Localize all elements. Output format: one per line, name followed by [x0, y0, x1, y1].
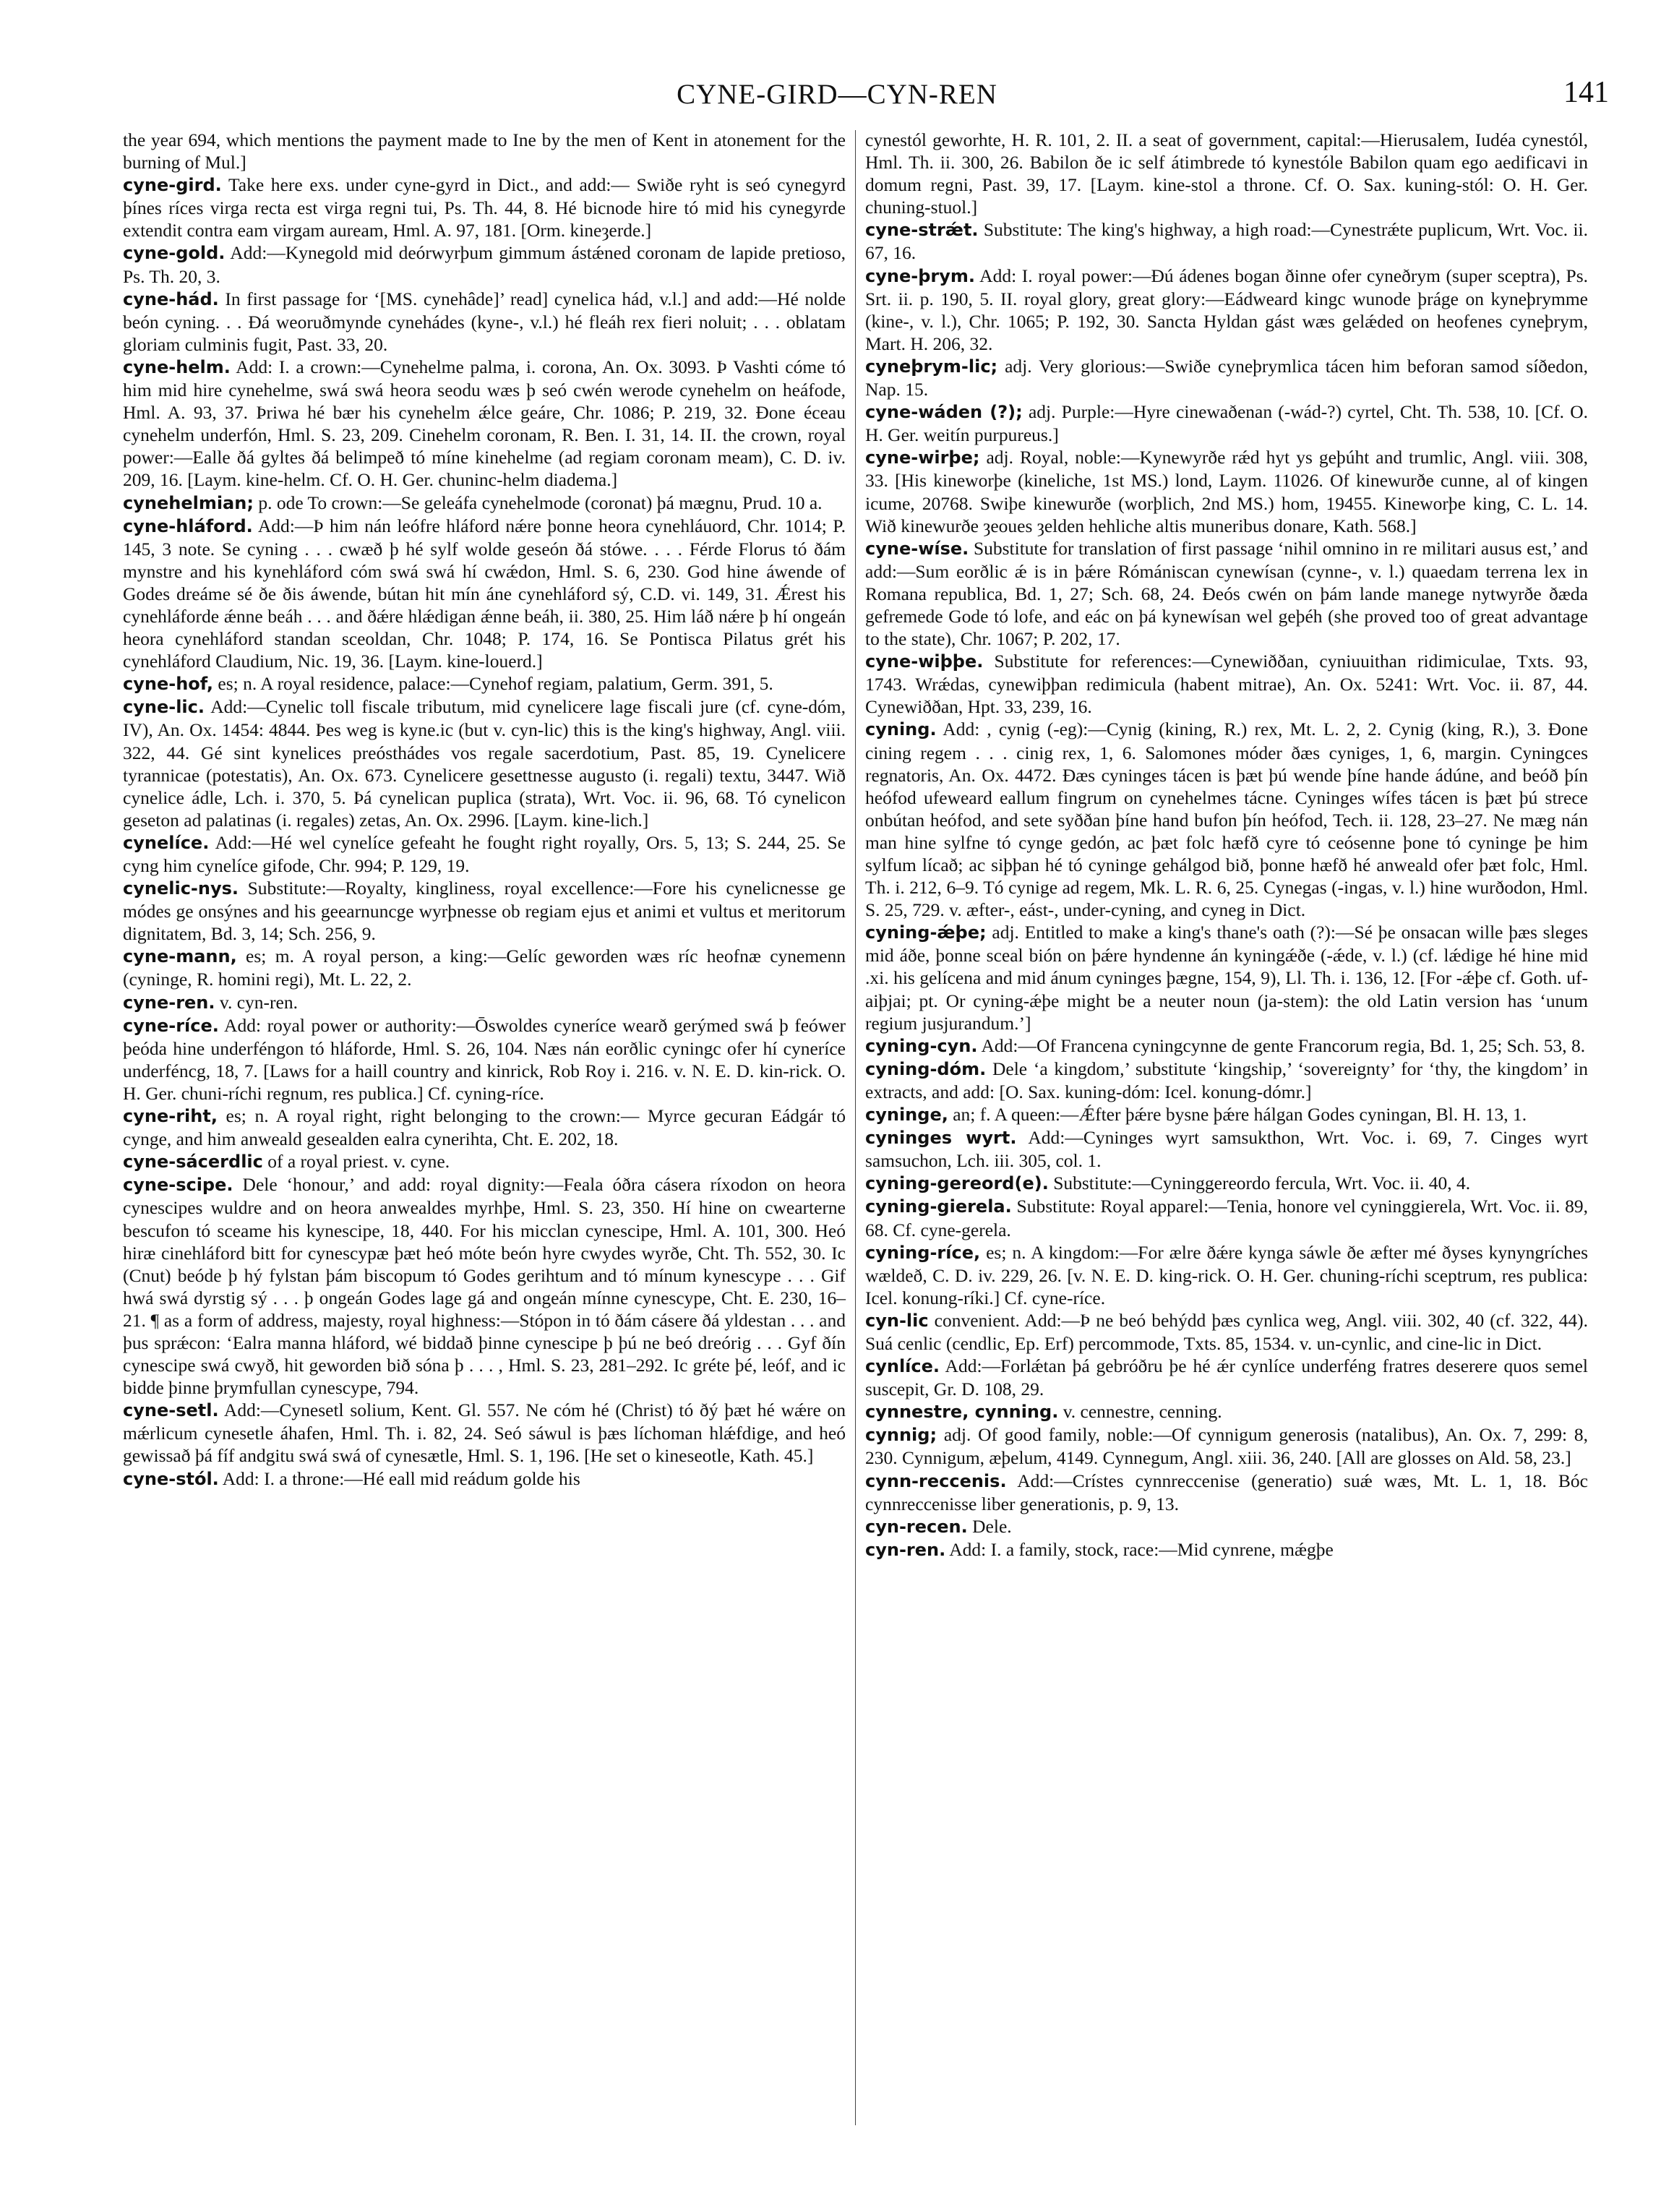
dictionary-entry	[865, 129, 1588, 218]
dictionary-entry	[123, 241, 846, 287]
dictionary-entry	[865, 537, 1588, 650]
entry-text: Substitute: The king's highway, a high road:—Cynestrǽte puplicum, Wrt. Voc. ii. 67, 16.	[865, 219, 1588, 264]
dictionary-entry	[865, 921, 1588, 1034]
entry-text: Add:—Of Francena cyningcynne de gente Francorum regia, Bd. 1, 25; Sch. 53, 8.	[981, 1034, 1586, 1056]
dictionary-entry	[865, 1423, 1588, 1469]
entry-text: cynestól geworhte, H. R. 101, 2. II. a seat of government, capital:—Hierusalem, Iudéa cynestól, Hml. Th. ii. 300, 26. Babilon ðe ic self átimbrede tó kynestóle Babilon quam ego aedificavi in domum regni, Past. 39, 17. [Laym. kine-stol a throne. Cf. O. Sax. kuning-stól: O. H. Ger. chuning-stuol.]	[865, 129, 1588, 218]
entry-text: Add: I. a family, stock, race:—Mid cynrene, mǽgþe	[949, 1538, 1334, 1560]
entry-headword: cyne-hláford.	[123, 515, 253, 536]
dictionary-entry	[123, 1150, 846, 1173]
dictionary-entry	[865, 1355, 1588, 1400]
entry-text: es; n. A royal right, right belonging to the crown:— Myrce gecuran Eádgár tó cynge, and him anweald gesealden ealra cynerihta, Cht. E. 202, 18.	[123, 1105, 846, 1150]
entry-text: es; n. A royal residence, palace:—Cynehof regiam, palatium, Germ. 391, 5.	[218, 673, 773, 695]
entry-text: Substitute:—Royalty, kingliness, royal excellence:—Fore his cynelicnesse ge módes ge onsýnes and his geearnuncge wyrþnesse ob regiam ejus et animi et vultus et meritorum dignitatem, Bd. 3, 14; Sch. 256, 9.	[123, 878, 846, 945]
entry-headword: cyne-sácerdlic	[123, 1152, 263, 1173]
entry-headword: cyne-scipe.	[123, 1175, 233, 1196]
dictionary-entry	[123, 1467, 846, 1491]
dictionary-entry	[865, 718, 1588, 921]
entry-text: Add: I. a crown:—Cynehelme palma, i. corona, An. Ox. 3093. Þ Vashti cóme tó him mid hire cynehelme, swá swá heora seodu wæs þ seó cwén werode cynehelm on heáfode, Hml. A. 93, 37. Þriwa hé bær his cynehelm ǽlce geáre, Chr. 1086; P. 219, 32. Ðone éceau cynehelm underfón, Hml. S. 23, 209. Cinehelm coronam, R. Ben. I. 31, 14. II. the crown, royal power:—Ealle ðá gyltes ðá belimpeð tó míne kinehelme (ad regiam coronam meam), C. D. iv. 209, 16. [Laym. kine-helm. Cf. O. H. Ger. chuninc-helm diadema.]	[123, 356, 846, 491]
entry-text: es; n. A kingdom:—For ælre ðǽre kynga sáwle ðe æfter mé ðyses kynyngríches wældeð, C. D. iv. 229, 26. [v. N. E. D. king-rick. O. H. Ger. chuning-ríchi sceptrum, res publica: Icel. konung-ríki.] Cf. cyne-ríce.	[865, 1241, 1589, 1308]
entry-text: v. cennestre, cenning.	[1063, 1401, 1222, 1423]
entry-headword: cyne-ren.	[123, 992, 215, 1013]
dictionary-entry	[123, 1173, 846, 1399]
dictionary-entry	[123, 877, 846, 945]
dictionary-entry	[865, 400, 1588, 446]
entry-headword: cyne-mann,	[123, 946, 237, 967]
entry-text: the year 694, which mentions the payment made to Ine by the men of Kent in atonement for the burning of Mul.]	[123, 129, 846, 173]
entry-text: Add:—Þ him nán leófre hláford nǽre þonne heora cynehláuord, Chr. 1014; P. 145, 3 note. Se cyning . . . cwæð þ hé sylf wolde geseón ðá stówe. . . . Férde Florus tó ðám mynstre and his kynehláford cóm swá swá hí cwǽdon, Hml. S. 6, 230. God hine áwende of Godes dreáme sé ðe ðis áwende, bútan hit mín áne cynehláford sý, C.D. vi. 149, 31. Ǽrest his cynehláforde ǽnne beáh . . . and ðǽre hlǽdigan ǽnne beáh, ii. 380, 25. Him láð nǽre þ hí ongeán heora cynehláford standan sceoldan, Chr. 1048; P. 174, 16. Se Pontisca Pilatus grét his cynehláford Claudium, Nic. 19, 36. [Laym. kine-louerd.]	[123, 515, 846, 672]
entry-headword: cynlíce.	[865, 1356, 940, 1377]
entry-text: Add:—Cynesetl solium, Kent. Gl. 557. Ne cóm hé (Christ) tó ðý þæt hé wǽre on mǽrlicum cynesetle áhafen, Hml. Th. i. 82, 24. Seó sáwul is þæs líchoman hlǽfdige, and heó gewissað þá fíf andgitu swá swá of cynesætle, Hml. S. 1, 196. [He set o kineseotle, Kath. 45.]	[123, 1399, 846, 1467]
entry-headword: cyninges wyrt.	[865, 1128, 1017, 1149]
entry-text: adj. Very glorious:—Swiðe cyneþrymlica tácen him beforan samod síðedon, Nap. 15.	[865, 355, 1589, 400]
entry-headword: cynnig;	[865, 1425, 937, 1446]
entry-text: Dele ‘a kingdom,’ substitute ‘kingship,’ ‘sovereignty’ for ‘thy, the kingdom’ in extracts, and add: [O. Sax. kuning-dóm: Icel. konung-dómr.]	[865, 1058, 1589, 1102]
entry-text: Substitute for translation of first passage ‘nihil omnino in re militari ausus est,’ and add:—Sum eorðlic ǽ is in þǽre Rómániscan cynewísan (cynne-, v. l.) quaedam terrena lex in Romana republica, Bd. 1, 27; Sch. 68, 24. Ðeós cwén on þám lande manege nytwyrðe ðæda gefremede Gode tó lofe, and eác on þá kynewísan wel geþéh (she proved too of great advantage to the state), Chr. 1067; P. 202, 17.	[865, 537, 1589, 650]
dictionary-entry	[865, 1400, 1588, 1423]
dictionary-entry	[865, 1195, 1588, 1240]
entry-headword: cyne-strǽt.	[865, 220, 979, 241]
entry-headword: cyning-gierela.	[865, 1196, 1012, 1217]
entry-headword: cyne-gird.	[123, 175, 222, 196]
dictionary-entry	[865, 1172, 1588, 1195]
right-column	[865, 129, 1588, 1561]
entry-text: Add:—Kynegold mid deórwyrþum gimmum ástǽned coronam de lapide pretioso, Ps. Th. 20, 3.	[123, 242, 846, 287]
entry-headword: cyne-wiþþe.	[865, 651, 984, 672]
entry-headword: cyne-riht,	[123, 1106, 218, 1127]
dictionary-entry	[123, 288, 846, 356]
entry-headword: cyning.	[865, 719, 937, 740]
entry-text: convenient. Add:—Þ ne beó behýdd þæs cynlica weg, Angl. viii. 302, 40 (cf. 322, 44). Suá cenlic (cendlic, Ep. Erf) percommode, Txts. 85, 1534. v. un-cynlic, and cine-lic in Dict.	[865, 1309, 1588, 1354]
entry-headword: cyninge,	[865, 1105, 948, 1126]
entry-headword: cyne-stól.	[123, 1468, 219, 1489]
entry-text: Add:—Cynelic toll fiscale tributum, mid cynelicere lage fiscali jure (cf. cyne-dóm, IV), An. Ox. 1454: 4844. Þes weg is kyne.ic (but v. cyn-lic) this is the king's highway, Angl. viii. 322, 44. Gé sint kynelices preósthádes vos regale sacerdotium, Past. 85, 19. Cynelicere tyrannicae (potestatis), An. Ox. 673. Cynelicere gesettnesse augusto (i. regali) textu, 3447. Wið cynelice ádle, Lch. i. 370, 5. Þá cynelican puplica (strata), Wrt. Voc. ii. 96, 68. Tó cynelicon geseton ad palatinas (i. regales) zetas, An. Ox. 2996. [Laym. kine-lich.]	[123, 696, 846, 831]
entry-headword: cynelíce.	[123, 832, 210, 853]
dictionary-entry	[865, 1470, 1588, 1515]
entry-headword: cyne-ríce.	[123, 1015, 219, 1036]
dictionary-entry	[865, 218, 1588, 264]
left-column	[123, 129, 846, 1491]
dictionary-entry	[865, 446, 1588, 536]
entry-headword: cyn-lic	[865, 1310, 929, 1331]
entry-headword: cyne-wáden (?);	[865, 402, 1023, 423]
entry-text: In first passage for ‘[MS. cynehâde]’ read] cynelica hád, v.l.] and add:—Hé nolde beón cyning. . . Ðá weoruðmynde cynehádes (kyne-, v.l.) hé fleáh rex fieri noluit; . . . oblatam gloriam culminis fugit, Past. 33, 20.	[123, 288, 846, 355]
entry-headword: cynelic-nys.	[123, 878, 239, 899]
dictionary-entry	[865, 1241, 1588, 1309]
entry-headword: cyne-þrym.	[865, 265, 975, 286]
entry-text: Substitute:—Cyninggereordo fercula, Wrt. Voc. ii. 40, 4.	[1053, 1173, 1471, 1194]
entry-text: Dele.	[972, 1515, 1012, 1537]
dictionary-entry	[123, 356, 846, 492]
entry-text: adj. Entitled to make a king's thane's oath (?):—Sé þe onsacan wille þæs sleges mid áðe, þonne sceal bión on þǽre hyndenne án kyningǽðe (-ǽde, v. l.) (cf. lǽdige hé hine mid .xi. his gelícena and mid ánum cyninges þægne, 154, 9), Ll. Th. i. 136, 12. [For -ǽþe cf. Goth. uf-aiþjai; pt. Or cyning-ǽþe might be a neuter noun (ja-stem): the old Latin version has ‘unum regium jusjurandum.’]	[865, 922, 1588, 1034]
dictionary-entry	[865, 265, 1588, 355]
entry-text: Add: royal power or authority:—Ōswoldes cyneríce wearð gerýmed swá þ feówer þeóda hine underféngon tó hláforde, Hml. S. 26, 104. Næs nán eorðlic cyningc ofer hí cyneríce underféncg, 18, 7. [Laws for a haill country and kinrick, Rob Roy i. 216. v. N. E. D. kin-rick. O. H. Ger. chuni-ríchi regnum, res publica.] Cf. cyning-ríce.	[123, 1014, 846, 1104]
dictionary-entry	[123, 945, 846, 990]
dictionary-entry	[123, 991, 846, 1014]
entry-text: p. ode To crown:—Se geleáfa cynehelmode (coronat) þá mægnu, Prud. 10 a.	[258, 492, 823, 513]
dictionary-entry	[123, 1105, 846, 1150]
entry-headword: cynn-reccenis.	[865, 1470, 1007, 1491]
dictionary-entry	[123, 672, 846, 695]
entry-text: adj. Of good family, noble:—Of cynnigum generosis (natalibus), An. Ox. 7, 299: 8, 230. Cynnigum, æþelum, 4149. Cynnegum, Angl. xiii. 36, 240. [All are glosses on Ald. 58, 23.]	[865, 1424, 1589, 1469]
running-head: CYNE-GIRD—CYN-REN	[677, 79, 997, 110]
entry-text: an; f. A queen:—Ǽfter þǽre bysne þǽre hálgan Godes cyningan, Bl. H. 13, 1.	[953, 1104, 1527, 1126]
dictionary-entry	[865, 1034, 1588, 1058]
entry-headword: cynehelmian;	[123, 492, 254, 513]
dictionary-entry	[865, 1058, 1588, 1103]
entry-headword: cyne-setl.	[123, 1400, 219, 1421]
entry-text: Add: I. royal power:—Ðú ádenes bogan ðinne ofer cyneðrym (super sceptra), Ps. Srt. ii. p. 190, 5. II. royal glory, great glory:—Eádweard kingc wunode þráge on kyneþrymme (kine-, v. l.), Chr. 1065; P. 192, 30. Sancta Hyldan gást wæs gelǽded on heofenes cyneþrym, Mart. H. 206, 32.	[865, 265, 1588, 354]
entry-headword: cyne-wirþe;	[865, 447, 980, 468]
entry-headword: cyning-gereord(e).	[865, 1173, 1049, 1194]
entry-headword: cyne-wíse.	[865, 538, 969, 559]
entry-headword: cyning-dóm.	[865, 1058, 987, 1079]
dictionary-entry	[123, 129, 846, 173]
entry-headword: cyning-ríce,	[865, 1242, 981, 1263]
entry-text: Dele ‘honour,’ and add: royal dignity:—Feala óðra cásera ríxodon on heora cynescipes wuldre and on heora anwealdes myrhþe, Hml. S. 23, 350. Hí hine on cwearterne bescufon tó sceame his kynescipe, 18, 440. For his micclan cynescipe, Hml. A. 101, 300. Heó hiræ cinehláford bitt for cynescypæ þæt heó móte beón hyre cwydes wyrðe, Cht. Th. 552, 30. Ic (Cnut) beóde þ hý fylstan þám biscopum tó Godes gerihtum and tó mínum kynescype . . . Gif hwá swá dyrstig sý . . . þ ongeán Godes lage gá and ongeán mínne cynescype, Cht. E. 230, 16–21. ¶ as a form of address, majesty, royal highness:—Stópon in tó ðám cásere ðá yldestan . . . and þus sprǽcon: ‘Ealra manna hláford, wé biddað þinne cynescipe þ þú ne beó dreórig . . . Gyf ðín cynescipe swá cwyð, hit geworden bið sóna þ . . . , Hml. S. 23, 281–292. Ic gréte þé, leóf, and ic bidde þinne þrymfullan cynescype, 794.	[123, 1174, 846, 1399]
entry-headword: cyneþrym-lic;	[865, 356, 998, 377]
dictionary-entry	[123, 492, 846, 515]
entry-text: Add:—Crístes cynnreccenise (generatio) suǽ wæs, Mt. L. 1, 18. Bóc cynnreccenisse liber generationis, p. 9, 13.	[865, 1470, 1588, 1514]
entry-text: es; m. A royal person, a king:—Gelíc geworden wæs ríc heofnæ cynemenn (cyninge, R. homini regi), Mt. L. 22, 2.	[123, 946, 846, 990]
entry-text: Add:—Hé wel cynelíce gefeaht he fought right royally, Ors. 5, 13; S. 244, 25. Se cyng him cynelíce gifode, Chr. 994; P. 129, 19.	[123, 831, 846, 876]
entry-text: adj. Royal, noble:—Kynewyrðe rǽd hyt ys geþúht and trumlic, Angl. viii. 308, 33. [His kineworþe (kineliche, 1st MS.) lond, Laym. 11026. Of kinewurðe cunne, al of kingen icume, 20768. Swiþe kinewurðe (worþlich, 2nd MS.) hom, 19455. Kineworþe king, C. L. 14. Wið kinewurðe ȝeoues ȝelden hehliche altis muneribus donare, Kath. 568.]	[865, 447, 1588, 536]
dictionary-entry	[123, 831, 846, 877]
page-number: 141	[1563, 76, 1609, 109]
entry-text: Add: I. a throne:—Hé eall mid reádum golde his	[222, 1467, 580, 1489]
dictionary-entry	[865, 1515, 1588, 1538]
dictionary-entry	[123, 173, 846, 241]
entry-headword: cyne-lic.	[123, 697, 205, 718]
entry-text: Add: , cynig (-eg):—Cynig (kining, R.) rex, Mt. L. 2, 2. Cynig (king, R.), 3. Ðone cining regem . . . cinig rex, 1, 6. Salomones móder ðæs cyniges, 1, 6, margin. Cyningces regnatoris, An. Ox. 4472. Ðæs cyninges tácen is þæt þú wende þíne hande ádúne, and beóð þín heófod ufeweard eallum fingrum on cynehelmes tácne. Cyninges wífes tácen is þæt þú strece onbútan heófod, and sete syððan þíne hand bufon þín heófod, Tech. ii. 128, 23–27. Ne mæg nán man hine sylfne tó cynge gedón, ac þæt folc hæfð cyre tó ceósenne þone tó cyninge þe him sylfum lícað; ac siþþan hé tó cyninge gehálgod bið, þonne hæfð hé anweald ofer þæt folc, Hml. Th. i. 212, 6–9. Tó cynige ad regem, Mk. L. R. 6, 25. Cynegas (-ingas, v. l.) hine wurðodon, Hml. S. 25, 729. v. æfter-, eást-, under-cyning, and cyneg in Dict.	[865, 719, 1588, 921]
entry-headword: cyn-recen.	[865, 1516, 968, 1537]
entry-headword: cynnestre, cynning.	[865, 1402, 1059, 1423]
entry-headword: cyn-ren.	[865, 1539, 946, 1560]
dictionary-entry	[865, 1103, 1588, 1126]
dictionary-entry	[123, 1014, 846, 1105]
dictionary-entry	[123, 695, 846, 831]
entry-headword: cyning-cyn.	[865, 1035, 978, 1056]
dictionary-entry	[123, 1399, 846, 1467]
entry-text: v. cyn-ren.	[219, 991, 298, 1013]
entry-headword: cyne-hof,	[123, 674, 214, 695]
entry-text: Substitute for references:—Cynewiððan, cyniuuithan ridimiculae, Txts. 93, 1743. Wrǽdas, cynewiþþan redimicula (habent mitrae), An. Ox. 5241: Wrt. Voc. ii. 87, 44. Cynewiððan, Hpt. 33, 239, 16.	[865, 651, 1588, 718]
entry-text: Substitute: Royal apparel:—Tenia, honore vel cyninggierela, Wrt. Voc. ii. 89, 68. Cf. cyne-gerela.	[865, 1196, 1588, 1240]
entry-text: adj. Purple:—Hyre cinewaðenan (-wád-?) cyrtel, Cht. Th. 538, 10. [Cf. O. H. Ger. weitín purpureus.]	[865, 401, 1589, 446]
entry-headword: cyne-helm.	[123, 356, 231, 377]
entry-headword: cyning-ǽþe;	[865, 922, 987, 943]
column-divider	[855, 130, 856, 2125]
entry-text: Take here exs. under cyne-gyrd in Dict., and add:— Swiðe ryht is seó cynegyrd þínes ríces virga recta est virga regni tui, Ps. Th. 44, 8. Hé bicnode hire tó mid his cynegyrde extendit contra eam virgam auream, Hml. A. 97, 181. [Orm. kineȝerde.]	[123, 174, 846, 241]
dictionary-entry	[123, 515, 846, 673]
dictionary-entry	[865, 1126, 1588, 1172]
entry-headword: cyne-hád.	[123, 288, 219, 309]
dictionary-entry	[865, 355, 1588, 400]
entry-headword: cyne-gold.	[123, 243, 226, 264]
dictionary-entry	[865, 1538, 1588, 1561]
dictionary-entry	[865, 1309, 1588, 1355]
entry-text: of a royal priest. v. cyne.	[267, 1151, 450, 1173]
entry-text: Add:—Forlǽtan þá gebróðru þe hé ǽr cynlíce underféng fratres deserere quos semel suscepit, Gr. D. 108, 29.	[865, 1355, 1589, 1400]
entry-text: Add:—Cyninges wyrt samsukthon, Wrt. Voc. i. 69, 7. Cinges wyrt samsuchon, Lch. iii. 305, col. 1.	[865, 1127, 1588, 1172]
dictionary-entry	[865, 650, 1588, 718]
